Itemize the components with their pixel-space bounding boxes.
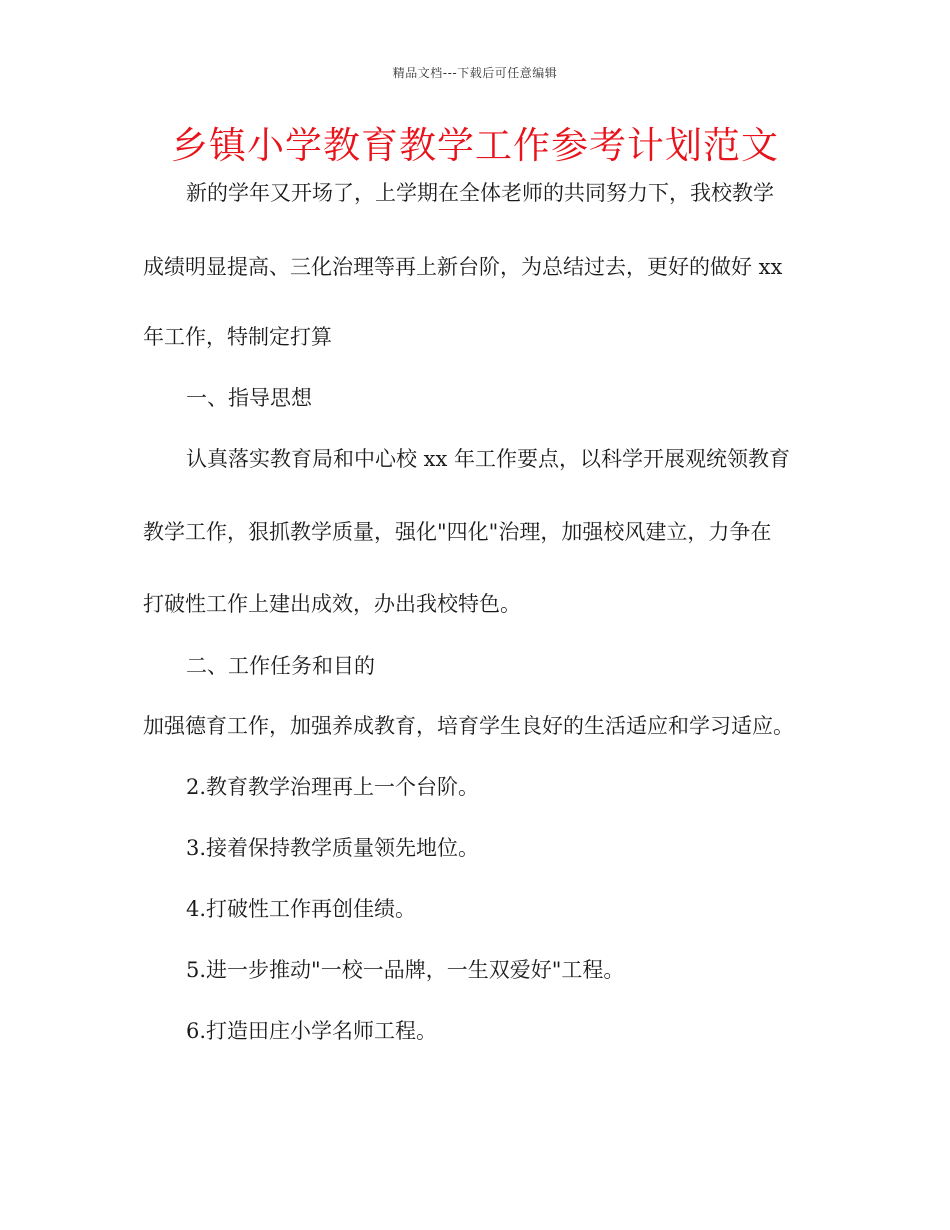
list-item-3: 3.接着保持教学质量领先地位。 (186, 836, 480, 860)
document-title: 乡镇小学教育教学工作参考计划范文 (171, 124, 779, 167)
list-item-6: 6.打造田庄小学名师工程。 (186, 1019, 438, 1043)
paragraph-line-5: 教学工作，狠抓教学质量，强化"四化"治理，加强校风建立，力争在 (143, 520, 772, 544)
section-heading-1: 一、指导思想 (186, 386, 312, 410)
list-item-4: 4.打破性工作再创佳绩。 (186, 897, 417, 921)
header-note: 精品文档---下载后可任意编辑 (392, 66, 558, 80)
list-item-2: 2.教育教学治理再上一个台阶。 (186, 775, 480, 799)
list-item-5: 5.进一步推动"一校一品牌，一生双爱好"工程。 (186, 958, 625, 982)
paragraph-line-6: 打破性工作上建出成效，办出我校特色。 (143, 592, 521, 616)
paragraph-line-1: 新的学年又开场了，上学期在全体老师的共同努力下，我校教学 (186, 181, 774, 205)
section-heading-2: 二、工作任务和目的 (186, 654, 375, 678)
paragraph-line-4: 认真落实教育局和中心校 xx 年工作要点，以科学开展观统领教育 (186, 447, 791, 471)
paragraph-line-3: 年工作，特制定打算 (143, 325, 332, 349)
list-item-1: 加强德育工作，加强养成教育，培育学生良好的生活适应和学习适应。 (143, 714, 794, 738)
paragraph-line-2: 成绩明显提高、三化治理等再上新台阶，为总结过去，更好的做好 xx (143, 255, 783, 279)
